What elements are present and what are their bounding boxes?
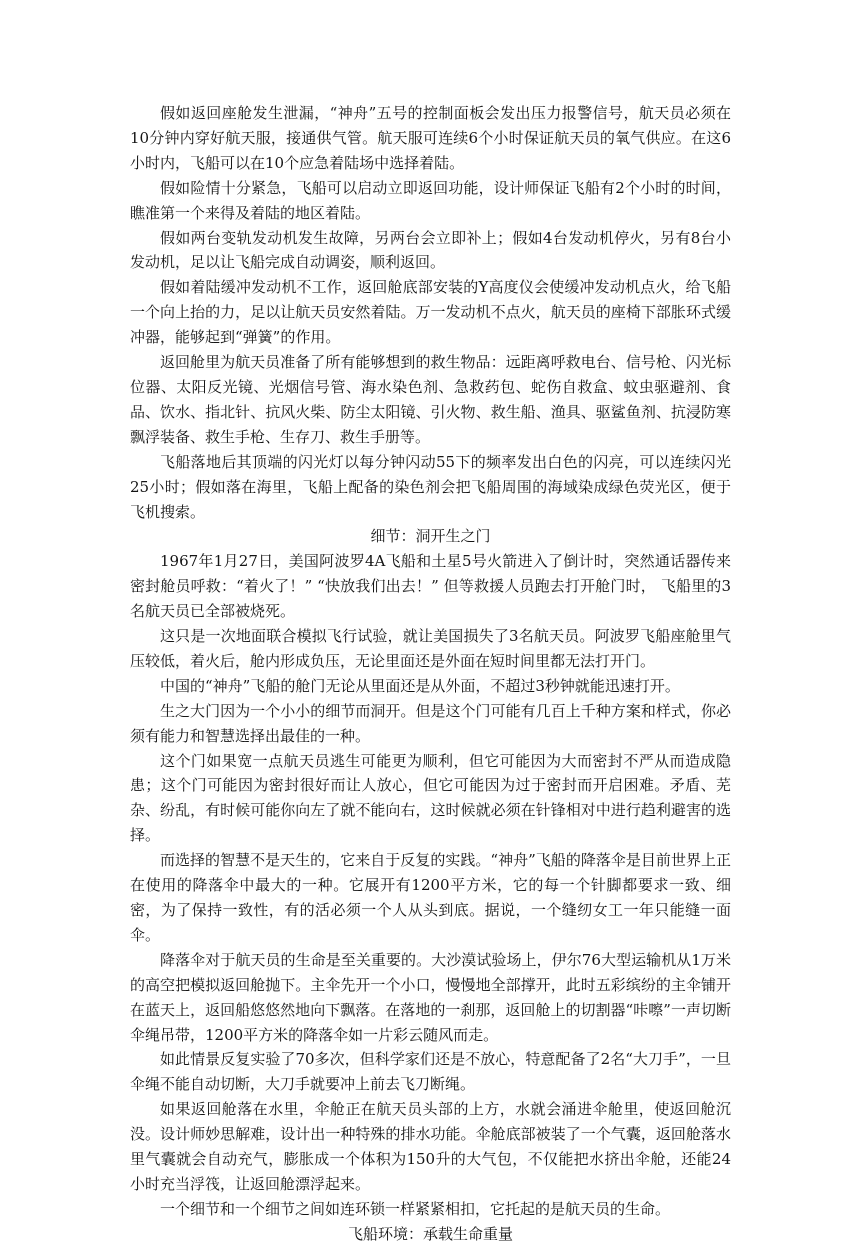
paragraph-door-tradeoff: 这个门如果宽一点航天员逃生可能更为顺利，但它可能因为大而密封不严从而造成隐患；这个门可能因为密封很好而让人放心，但它可能因为过于密封而开启困难。矛盾、芜杂、纷乱，有时候可能你向左了就不能向右，这时候就必须在针锋相对中进行趋利避害的选择。 [130, 751, 731, 845]
paragraph-parachute: 而选择的智慧不是天生的，它来自于反复的实践。“神舟”飞船的降落伞是目前世界上正在使用的降落伞中最大的一种。它展开有1200平方米，它的每一个针脚都要求一致、细密，为了保持一致性，有的活必须一个人从头到底。据说，一个缝纫女工一年只能缝一面伞。 [130, 851, 731, 944]
paragraph-emergency-return: 假如险情十分紧急，飞船可以启动立即返回功能，设计师保证飞船有2个小时的时间，瞧准第一个来得及着陆的地区着陆。 [130, 178, 731, 222]
paragraph-knife-men: 如此情景反复实验了70多次，但科学家们还是不放心，特意配备了2名“大刀手”，一旦伞绳不能自动切断，大刀手就要冲上前去飞刀断绳。 [130, 1050, 731, 1094]
paragraph-landing-buffer: 假如着陆缓冲发动机不工作，返回舱底部安装的Y高度仪会使缓冲发动机点火，给飞船一个向上抬的力，足以让航天员安然着陆。万一发动机不点火，航天员的座椅下部胀环式缓冲器，能够起到“弹簧”的作用。 [130, 278, 731, 347]
paragraph-survival-items: 返回舱里为航天员准备了所有能够想到的救生物品：远距离呼救电台、信号枪、闪光标位器、太阳反光镜、光烟信号管、海水染色剂、急救药包、蛇伤自救盒、蚊虫驱避剂、食品、饮水、指北针、抗风火柴、防尘太阳镜、引火物、救生船、渔具、驱鲨鱼剂、抗浸防寒飘浮装备、救生手枪、生存刀、救生手册等。 [130, 353, 731, 446]
paragraph-parachute-test: 降落伞对于航天员的生命是至关重要的。大沙漠试验场上，伊尔76大型运输机从1万米的高空把模拟返回舱抛下。主伞先开一个小口，慢慢地全部撑开，此时五彩缤纷的主伞铺开在蓝天上，返回船悠悠然地向下飘落。在落地的一刹那，返回舱上的切割器“咔嚓”一声切断伞绳吊带，1200平方米的降落伞如一片彩云随风而走。 [130, 950, 731, 1044]
paragraph-water-landing: 如果返回舱落在水里，伞舱正在航天员头部的上方，水就会涌进伞舱里，使返回舱沉没。设计师妙思解难，设计出一种特殊的排水功能。伞舱底部被装了一个气囊，返回舱落水里气囊就会自动充气，膨胀成一个体积为150升的大气包，不仅能把水挤出伞舱，还能24小时充当浮筏，让返回舱漂浮起来。 [130, 1100, 731, 1193]
paragraph-shenzhou-hatch: 中国的“神舟”飞船的舱门无论从里面还是从外面，不超过3秒钟就能迅速打开。 [160, 676, 680, 695]
document-body [130, 101, 731, 1247]
section-heading-details: 细节：洞开生之门 [370, 527, 491, 546]
paragraph-engine-backup: 假如两台变轨发动机发生故障，另两台会立即补上；假如4台发动机停火，另有8台小发动机，足以让飞船完成自动调姿，顺利返回。 [130, 228, 731, 272]
section-heading-environment: 飞船环境：承载生命重量 [347, 1224, 513, 1243]
paragraph-door-choice: 生之大门因为一个小小的细节而洞开。但是这个门可能有几百上千种方案和样式，你必须有能力和智慧选择出最佳的一种。 [130, 701, 731, 745]
paragraph-apollo-fire: 1967年1月27日，美国阿波罗4A飞船和土星5号火箭进入了倒计时，突然通话器传来密封舱员呼救：“着火了！” “快放我们出去！” 但等救援人员跑去打开舱门时， 飞船里的3名航天员已全部被烧死。 [130, 552, 731, 621]
paragraph-leak-warning: 假如返回座舱发生泄漏，“神舟”五号的控制面板会发出压力报警信号，航天员必须在10分钟内穿好航天服，接通供气管。航天服可连续6个小时保证航天员的氧气供应。在这6小时内，飞船可以在10个应急着陆场中选择着陆。 [130, 104, 731, 172]
paragraph-flash-light: 飞船落地后其顶端的闪光灯以每分钟闪动55下的频率发出白色的闪亮，可以连续闪光25小时；假如落在海里，飞船上配备的染色剂会把飞船周围的海域染成绿色荧光区，便于飞机搜索。 [130, 452, 731, 521]
paragraph-detail-chain: 一个细节和一个细节之间如连环锁一样紧紧相扣，它托起的是航天员的生命。 [160, 1199, 671, 1218]
paragraph-apollo-pressure: 这只是一次地面联合模拟飞行试验，就让美国损失了3名航天员。阿波罗飞船座舱里气压较低，着火后，舱内形成负压，无论里面还是外面在短时间里都无法打开门。 [130, 627, 731, 670]
